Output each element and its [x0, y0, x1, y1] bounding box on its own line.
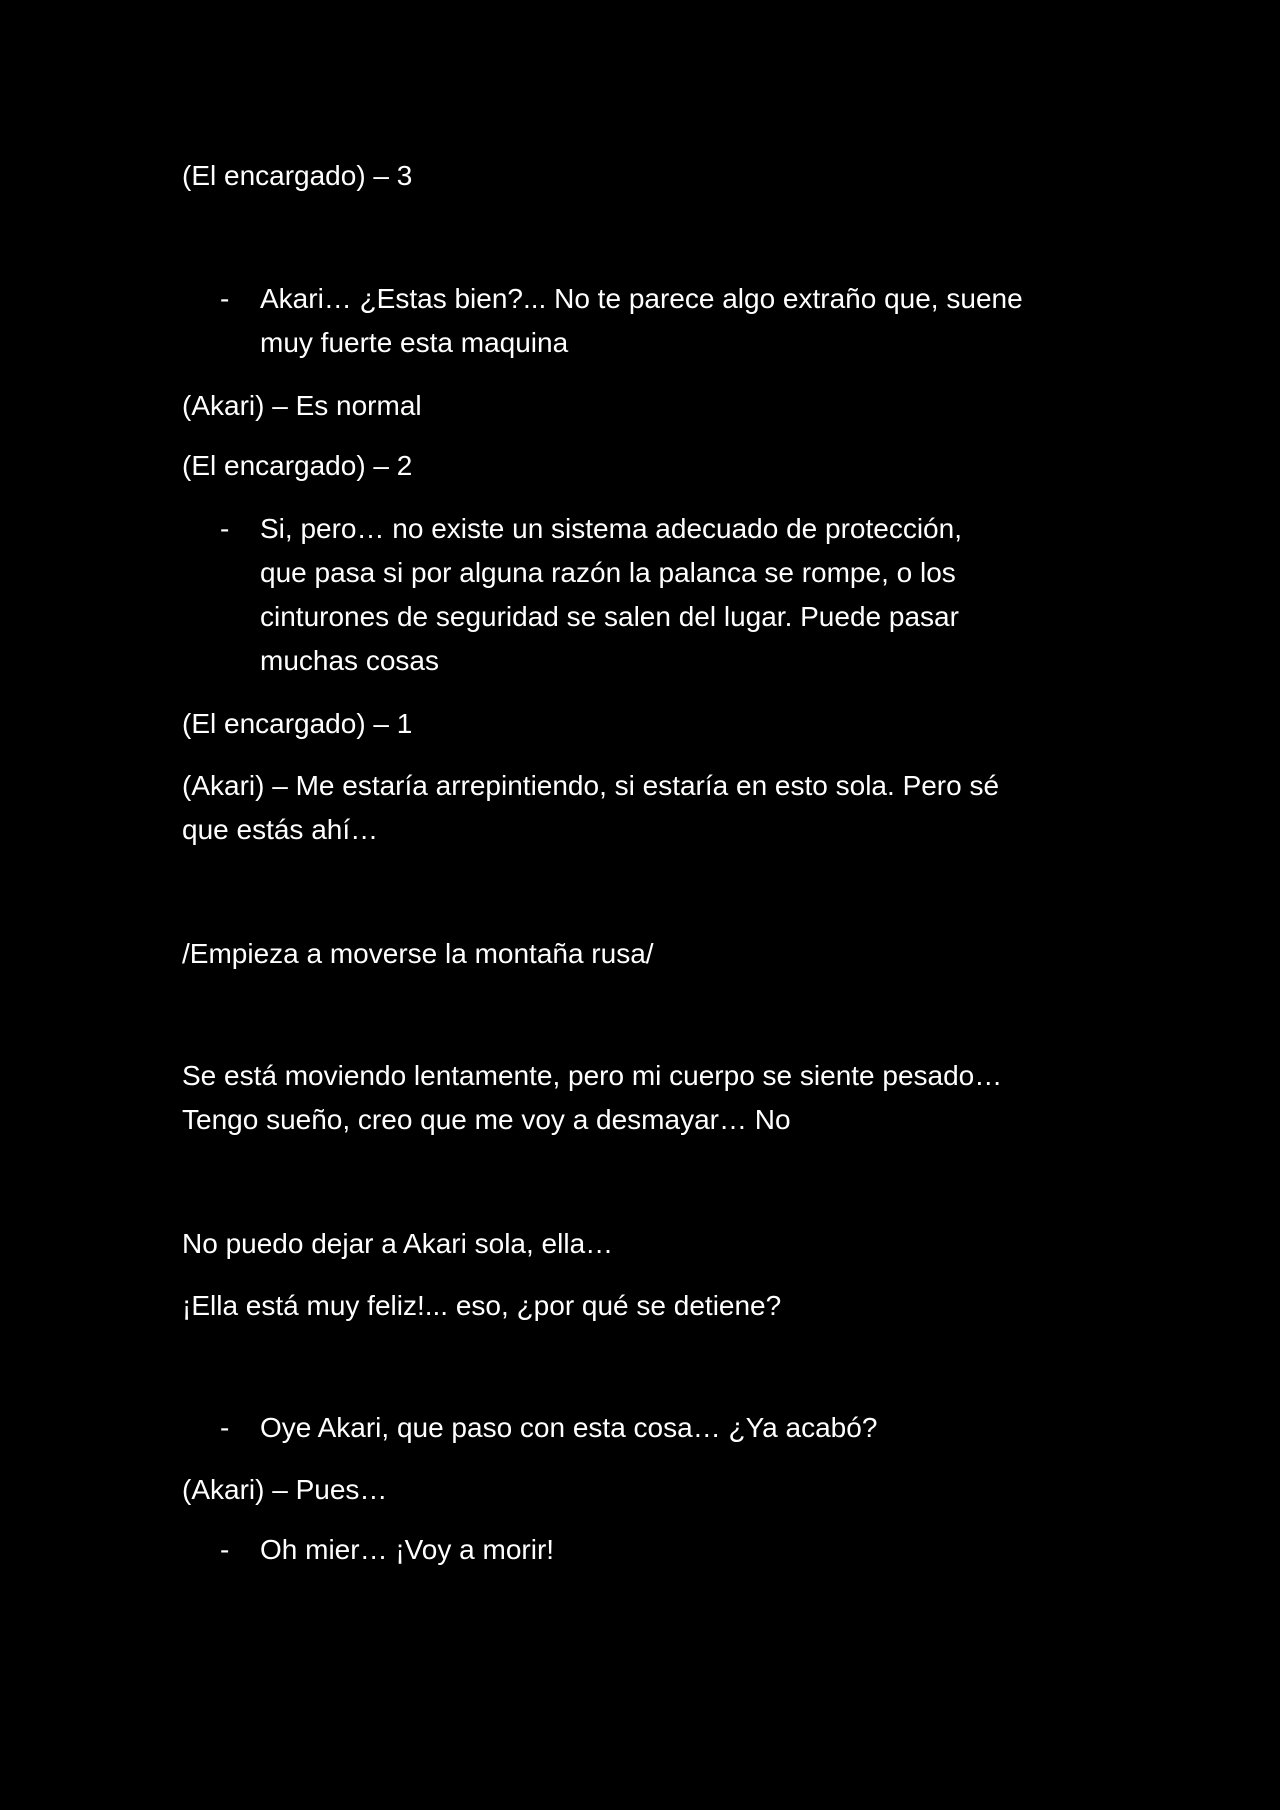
- narration-line-akari-alone: No puedo dejar a Akari sola, ella…: [182, 1228, 614, 1259]
- stage-direction: /Empieza a moverse la montaña rusa/: [182, 938, 654, 969]
- bullet-line-voy-a-morir: Oh mier… ¡Voy a morir!: [260, 1534, 555, 1565]
- dialogue-line-encargado-2: (El encargado) – 2: [182, 450, 413, 481]
- bullet-dash: -: [220, 1534, 230, 1565]
- dialogue-line-encargado-1: (El encargado) – 1: [182, 708, 413, 739]
- bullet-line-protection-cont-3: muchas cosas: [260, 645, 439, 676]
- bullet-line-protection-cont-2: cinturones de seguridad se salen del lugar. Puede pasar: [260, 601, 959, 632]
- bullet-dash: -: [220, 513, 230, 544]
- dialogue-line-akari-pues: (Akari) – Pues…: [182, 1474, 388, 1505]
- narration-line-akari-happy: ¡Ella está muy feliz!... eso, ¿por qué se detiene?: [182, 1290, 782, 1321]
- bullet-line-protection-cont-1: que pasa si por alguna razón la palanca se rompe, o los: [260, 557, 956, 588]
- dialogue-line-akari-normal: (Akari) – Es normal: [182, 390, 422, 421]
- dialogue-line-encargado-3: (El encargado) – 3: [182, 160, 413, 191]
- dialogue-line-akari-regret: (Akari) – Me estaría arrepintiendo, si estaría en esto sola. Pero sé: [182, 770, 1000, 801]
- bullet-dash: -: [220, 283, 230, 314]
- narration-line-moving: Se está moviendo lentamente, pero mi cuerpo se siente pesado…: [182, 1060, 1003, 1091]
- bullet-line-akari-question: Akari… ¿Estas bien?... No te parece algo extraño que, suene: [260, 283, 1023, 314]
- bullet-line-what-happened: Oye Akari, que paso con esta cosa… ¿Ya acabó?: [260, 1412, 878, 1443]
- dialogue-line-akari-regret-cont: que estás ahí…: [182, 814, 379, 845]
- bullet-line-akari-question-cont: muy fuerte esta maquina: [260, 327, 569, 358]
- bullet-line-protection: Si, pero… no existe un sistema adecuado de protección,: [260, 513, 962, 544]
- bullet-dash: -: [220, 1412, 230, 1443]
- narration-line-moving-cont: Tengo sueño, creo que me voy a desmayar… No: [182, 1104, 791, 1135]
